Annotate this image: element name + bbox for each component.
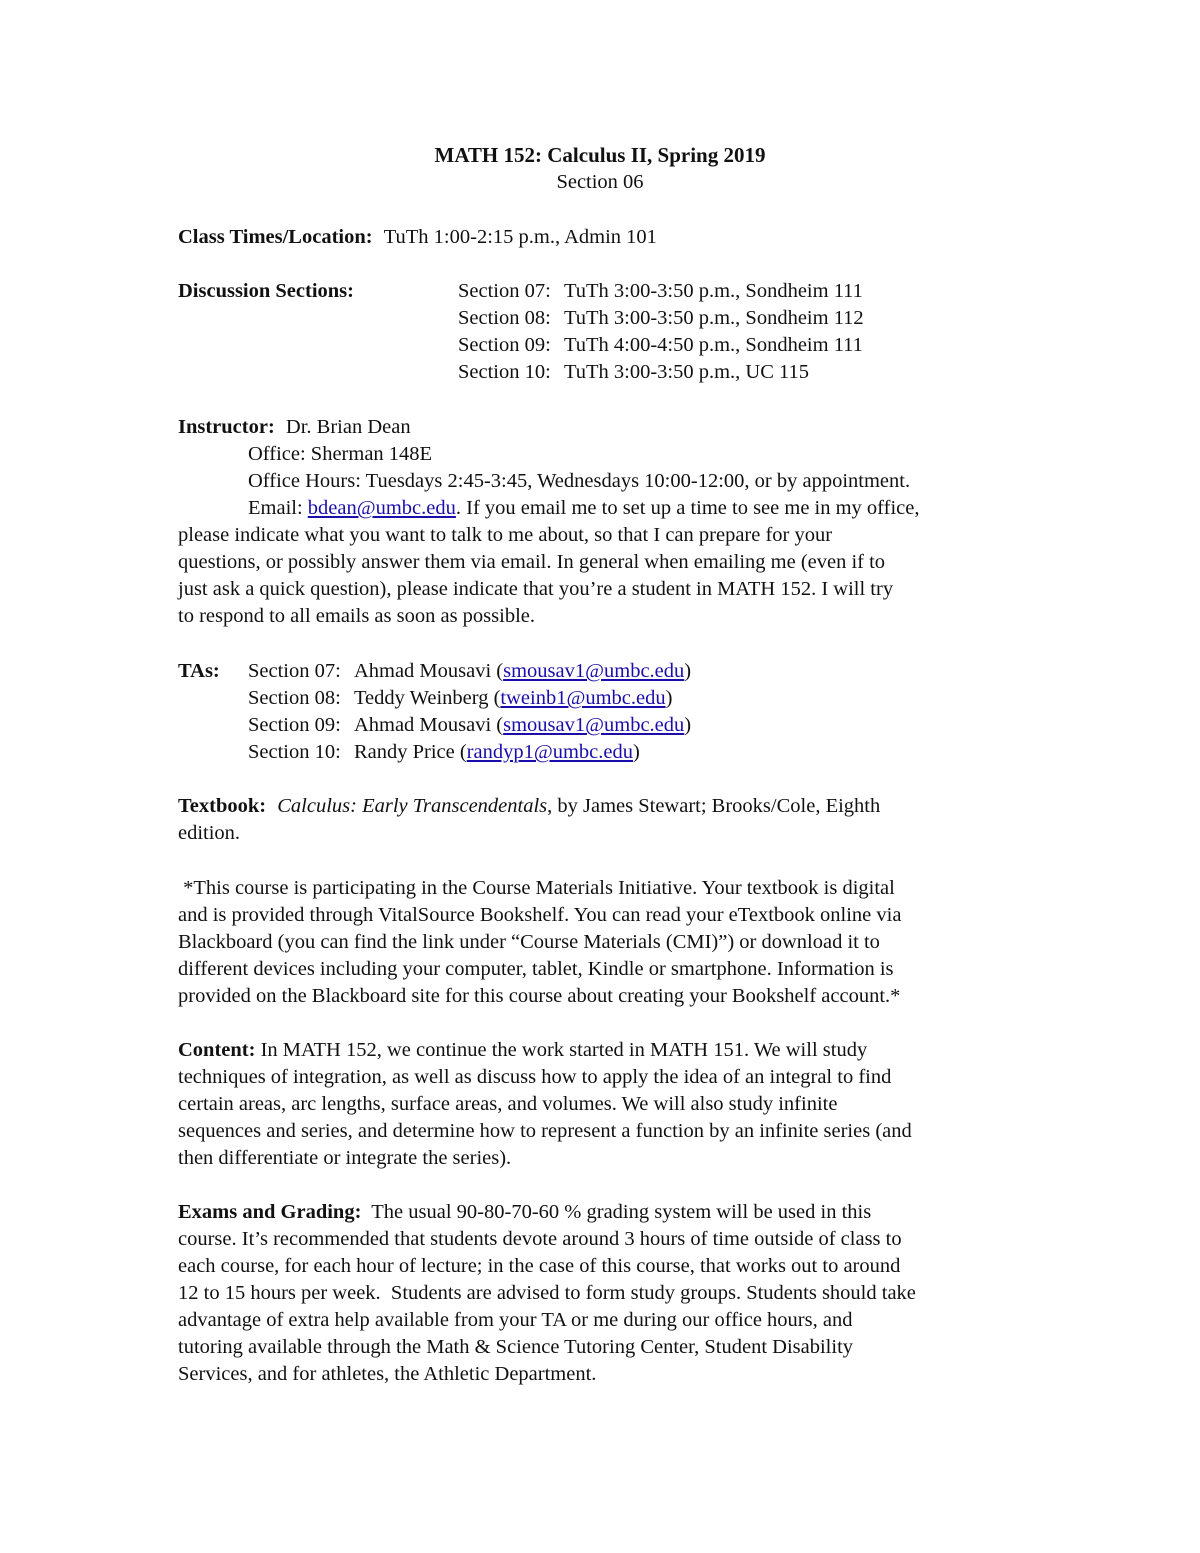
instructor-row — [178, 414, 411, 441]
ta-email-link[interactable]: randyp1@umbc.edu — [466, 741, 633, 763]
discussion-section: Section 08: — [458, 307, 551, 329]
instructor-name: Dr. Brian Dean — [285, 416, 411, 438]
instructor-text-line: please indicate what you want to talk to me about, so that I can prepare for your — [178, 524, 833, 546]
instructor-text-line: to respond to all emails as soon as possible. — [178, 605, 535, 627]
email-after-text: . If you email me to set up a time to see me in my office, — [455, 497, 920, 519]
discussion-section: Section 07: — [458, 280, 551, 302]
textbook-edition: edition. — [178, 822, 241, 844]
ta-section: Section 09: — [248, 714, 341, 736]
class-times-label: Class Times/Location: — [178, 226, 373, 248]
discussion-row — [458, 305, 864, 332]
grading-row — [178, 1199, 871, 1226]
grading-line: tutoring available through the Math & Science Tutoring Center, Student Disability — [178, 1336, 854, 1358]
instructor-office: Office: Sherman 148E — [248, 443, 433, 465]
ta-row: Section 08: Teddy Weinberg (tweinb1@umbc.edu) — [248, 687, 673, 709]
content-line: then differentiate or integrate the series). — [178, 1147, 512, 1169]
cmi-line: Blackboard (you can find the link under “Course Materials (CMI)”) or download it to — [178, 931, 880, 953]
textbook-title: Calculus: Early Transcendentals — [277, 795, 548, 817]
page-subtitle: Section 06 — [556, 171, 644, 193]
discussion-info: TuTh 4:00-4:50 p.m., Sondheim 111 — [563, 334, 863, 356]
discussion-label: Discussion Sections: — [178, 280, 354, 302]
ta-name: Teddy Weinberg — [353, 687, 489, 709]
content-label: Content: — [178, 1039, 256, 1061]
discussion-row — [458, 359, 809, 386]
discussion-section: Section 09: — [458, 334, 551, 356]
discussion-row — [458, 278, 863, 305]
grading-label: Exams and Grading: — [178, 1201, 362, 1223]
cmi-line: provided on the Blackboard site for this course about creating your Bookshelf account.* — [178, 985, 901, 1007]
ta-section: Section 08: — [248, 687, 341, 709]
tas-label: TAs: — [178, 660, 220, 682]
ta-email-link[interactable]: smousav1@umbc.edu — [503, 660, 685, 682]
class-times-value: TuTh 1:00-2:15 p.m., Admin 101 — [383, 226, 657, 248]
email-label: Email: — [248, 497, 308, 519]
cmi-line: *This course is participating in the Course Materials Initiative. Your textbook is digital — [178, 877, 895, 899]
instructor-email-link[interactable]: bdean@umbc.edu — [307, 497, 456, 519]
grading-line: each course, for each hour of lecture; in the case of this course, that works out to around — [178, 1255, 901, 1277]
grading-first-line: The usual 90-80-70-60 % grading system will be used in this — [361, 1201, 872, 1223]
ta-name: Randy Price — [353, 741, 455, 763]
content-first-line: In MATH 152, we continue the work started in MATH 151. We will study — [255, 1039, 868, 1061]
ta-name: Ahmad Mousavi — [353, 714, 492, 736]
discussion-section: Section 10: — [458, 361, 551, 383]
textbook-row — [178, 793, 880, 820]
ta-row: Section 09: Ahmad Mousavi (smousav1@umbc.edu) — [248, 714, 692, 736]
content-line: techniques of integration, as well as discuss how to apply the idea of an integral to find — [178, 1066, 892, 1088]
cmi-line: different devices including your computer, tablet, Kindle or smartphone. Information is — [178, 958, 894, 980]
class-times-row — [178, 224, 657, 251]
discussion-info: TuTh 3:00-3:50 p.m., Sondheim 111 — [563, 280, 863, 302]
instructor-email-row — [248, 495, 919, 522]
textbook-label: Textbook: — [178, 795, 267, 817]
textbook-details: , by James Stewart; Brooks/Cole, Eighth — [547, 795, 881, 817]
grading-line: course. It’s recommended that students devote around 3 hours of time outside of class to — [178, 1228, 902, 1250]
grading-line: advantage of extra help available from your TA or me during our office hours, and — [178, 1309, 853, 1331]
grading-line: 12 to 15 hours per week. Students are advised to form study groups. Students should take — [178, 1282, 916, 1304]
ta-row: Section 10: Randy Price (randyp1@umbc.edu) — [248, 741, 640, 763]
instructor-label: Instructor: — [178, 416, 275, 438]
content-row — [178, 1037, 867, 1064]
cmi-line: and is provided through VitalSource Bookshelf. You can read your eTextbook online via — [178, 904, 902, 926]
discussion-info: TuTh 3:00-3:50 p.m., Sondheim 112 — [563, 307, 864, 329]
page-title: MATH 152: Calculus II, Spring 2019 — [434, 143, 766, 167]
instructor-office-hours: Office Hours: Tuesdays 2:45-3:45, Wednesdays 10:00-12:00, or by appointment. — [248, 470, 911, 492]
ta-email-link[interactable]: smousav1@umbc.edu — [503, 714, 685, 736]
ta-row: Section 07: Ahmad Mousavi (smousav1@umbc.edu) — [248, 660, 692, 682]
instructor-text-line: questions, or possibly answer them via email. In general when emailing me (even if to — [178, 551, 886, 573]
ta-section: Section 10: — [248, 741, 341, 763]
discussion-info: TuTh 3:00-3:50 p.m., UC 115 — [563, 361, 810, 383]
content-line: sequences and series, and determine how to represent a function by an infinite series (and — [178, 1120, 912, 1142]
content-line: certain areas, arc lengths, surface areas, and volumes. We will also study infinite — [178, 1093, 838, 1115]
discussion-row — [458, 332, 863, 359]
grading-line: Services, and for athletes, the Athletic Department. — [178, 1363, 597, 1385]
ta-email-link[interactable]: tweinb1@umbc.edu — [500, 687, 666, 709]
ta-section: Section 07: — [248, 660, 341, 682]
ta-name: Ahmad Mousavi — [353, 660, 492, 682]
instructor-text-line: just ask a quick question), please indicate that you’re a student in MATH 152. I will try — [178, 578, 894, 600]
